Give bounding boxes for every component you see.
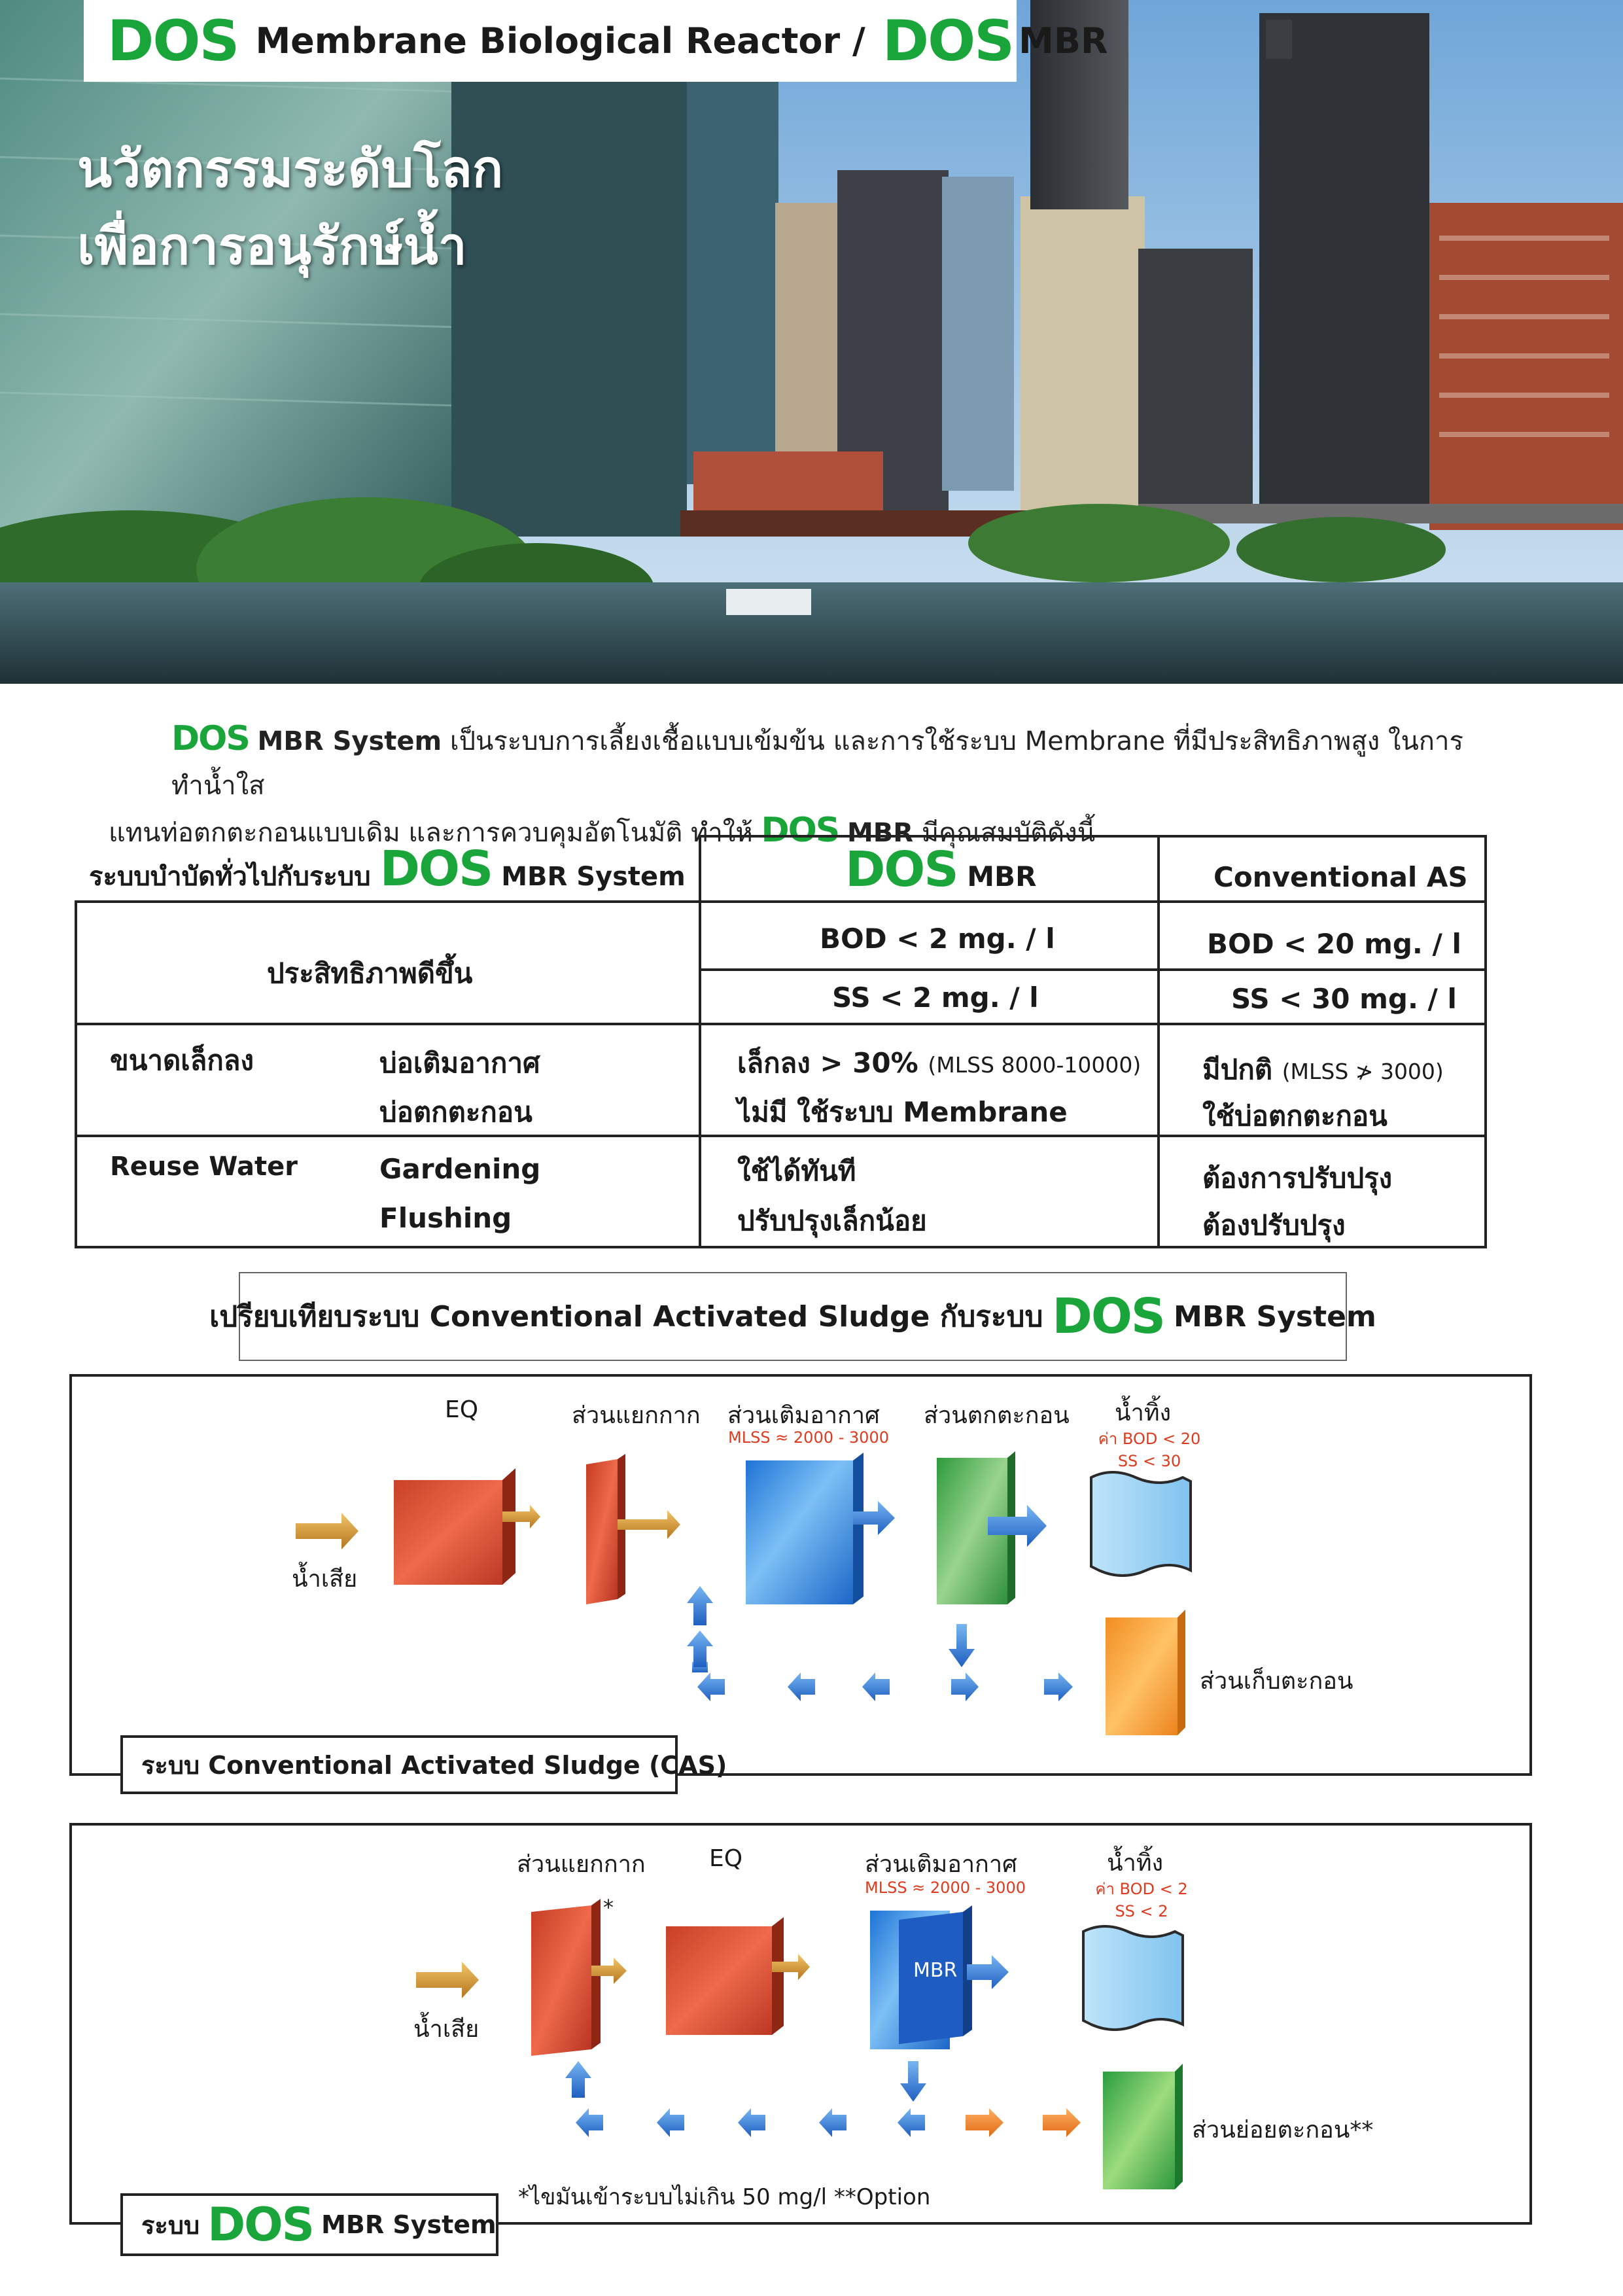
ss-mbr: SS < 2 mg. / l bbox=[832, 981, 1039, 1014]
mbr-label-effluent: น้ำทิ้ง bbox=[1107, 1850, 1164, 1877]
cas-label-effluent: น้ำทิ้ง bbox=[1115, 1400, 1172, 1426]
banner-prefix: เปรียบเทียบระบบ Conventional Activated Sludge กับระบบ bbox=[209, 1300, 1043, 1333]
mbr-label-screen: ส่วนแยกกาก bbox=[517, 1851, 646, 1878]
banner-suffix: MBR System bbox=[1174, 1299, 1376, 1333]
intro-text-1: เป็นระบบการเลี้ยงเชื้อแบบเข้มข้น และการใช้ระบบ Membrane ที่มีประสิทธิภาพสูง ในการทำน้ำใส bbox=[171, 726, 1463, 801]
col-header-mbr-brand: DOS bbox=[845, 841, 958, 898]
intro-text-3: มีคุณสมบัติดังนี้ bbox=[921, 818, 1096, 848]
brand-logo: DOS bbox=[107, 8, 239, 74]
reuse-mbr-2: ปรับปรุงเล็กน้อย bbox=[737, 1205, 927, 1237]
mbr-sludge-arrows-icon bbox=[966, 2108, 1081, 2137]
mbr-caption-prefix: ระบบ bbox=[141, 2210, 200, 2240]
intro-mbr: MBR bbox=[846, 818, 914, 848]
ss-conv: SS < 30 mg. / l bbox=[1231, 983, 1457, 1015]
size-mbr-2: ไม่มี ใช้ระบบ Membrane bbox=[737, 1096, 1068, 1128]
cas-label-screen: ส่วนแยกกาก bbox=[572, 1402, 701, 1429]
table-heading-suffix: MBR System bbox=[501, 862, 686, 892]
intro-brand: DOS bbox=[171, 719, 249, 758]
mbr-label-aeration: ส่วนเติมอากาศ bbox=[865, 1851, 1017, 1878]
mbr-aeration-note: MLSS ≈ 2000 - 3000 bbox=[865, 1879, 1026, 1897]
table-heading-brand: DOS bbox=[379, 841, 493, 897]
cas-label-eq: EQ bbox=[445, 1396, 479, 1423]
mbr-screen-tank-icon bbox=[531, 1899, 627, 2056]
reuse-conv-2: ต้องปรับปรุง bbox=[1202, 1209, 1346, 1241]
reuse-mbr-1: ใช้ได้ทันที bbox=[737, 1155, 856, 1187]
size-label: ขนาดเล็กลง bbox=[110, 1044, 254, 1076]
mbr-digester-tank-icon bbox=[1103, 2064, 1183, 2189]
mbr-caption bbox=[120, 2193, 498, 2256]
intro-system: MBR System bbox=[257, 726, 442, 756]
size-mbr-1-note: (MLSS 8000-10000) bbox=[928, 1052, 1142, 1078]
banner-brand: DOS bbox=[1052, 1288, 1165, 1345]
mbr-caption-brand: DOS bbox=[207, 2198, 314, 2252]
cas-label-settling: ส่วนตกตะกอน bbox=[924, 1402, 1070, 1429]
mbr-eq-tank-icon bbox=[666, 1917, 810, 2035]
title-text: Membrane Biological Reactor / bbox=[255, 20, 865, 62]
cas-label-wastewater: น้ำเสีย bbox=[292, 1566, 358, 1593]
mbr-label-digester: ส่วนย่อยตะกอน** bbox=[1192, 2117, 1374, 2144]
title-suffix: MBR bbox=[1019, 20, 1108, 62]
size-conv-1-text: มีปกติ bbox=[1202, 1053, 1273, 1086]
mbr-effluent-water-icon bbox=[1083, 1926, 1183, 2030]
size-item-aeration: บ่อเติมอากาศ bbox=[379, 1047, 540, 1079]
reuse-conv-1: ต้องการปรับปรุง bbox=[1202, 1162, 1393, 1194]
size-conv-2: ใช้บ่อตกตะกอน bbox=[1202, 1100, 1387, 1132]
mbr-footnote: *ไขมันเข้าระบบไม่เกิน 50 mg/l **Option bbox=[518, 2184, 931, 2210]
mbr-tag: MBR bbox=[913, 1959, 958, 1982]
col-header-mbr-suffix: MBR bbox=[967, 860, 1037, 892]
mbr-label-eq: EQ bbox=[709, 1845, 743, 1872]
brand-logo-2: DOS bbox=[882, 8, 1014, 74]
col-header-conv: Conventional AS bbox=[1213, 861, 1468, 893]
mbr-wastewater-arrow-icon bbox=[416, 1962, 479, 1998]
mbr-effluent-note-1: ค่า BOD < 2 bbox=[1095, 1880, 1188, 1898]
mbr-effluent-note-2: SS < 2 bbox=[1115, 1902, 1168, 1920]
mbr-return-arrows-icon bbox=[565, 2061, 926, 2137]
mbr-effluent-note bbox=[1086, 1878, 1197, 1922]
cas-label-sludge: ส่วนเก็บตะกอน bbox=[1200, 1668, 1353, 1695]
intro-text-2: แทนท่อตกตะกอนแบบเดิม และการควบคุมอัตโนมัติ ทำให้ bbox=[109, 818, 753, 848]
cas-caption: ระบบ Conventional Activated Sludge (CAS) bbox=[120, 1735, 678, 1794]
efficiency-label: ประสิทธิภาพดีขึ้น bbox=[267, 957, 473, 989]
cas-effluent-note-1: ค่า BOD < 20 bbox=[1098, 1430, 1201, 1448]
size-mbr-1-text: เล็กลง > 30% bbox=[737, 1047, 918, 1079]
cas-label-aeration: ส่วนเติมอากาศ bbox=[727, 1402, 880, 1429]
cas-effluent-note-2: SS < 30 bbox=[1117, 1452, 1181, 1470]
mbr-label-wastewater: น้ำเสีย bbox=[413, 2016, 480, 2043]
mbr-caption-suffix: MBR System bbox=[321, 2210, 497, 2239]
slogan-line-2: เพื่อการอนุรักษ์น้ำ bbox=[77, 217, 467, 276]
reuse-label: Reuse Water bbox=[110, 1152, 298, 1182]
size-conv-1-note: (MLSS ≯ 3000) bbox=[1282, 1059, 1444, 1084]
bod-mbr: BOD < 2 mg. / l bbox=[820, 923, 1055, 955]
table-heading-prefix: ระบบบำบัดทั่วไปกับระบบ bbox=[89, 862, 371, 892]
reuse-item-gardening: Gardening bbox=[379, 1153, 541, 1185]
bod-conv: BOD < 20 mg. / l bbox=[1207, 928, 1461, 960]
intro-brand-2: DOS bbox=[761, 811, 839, 850]
size-item-settling: บ่อตกตะกอน bbox=[379, 1096, 532, 1128]
reuse-item-flushing: Flushing bbox=[379, 1202, 512, 1234]
slogan-line-1: นวัตกรรมระดับโลก bbox=[77, 140, 504, 199]
mbr-asterisk: * bbox=[603, 1895, 614, 1920]
cas-aeration-note: MLSS ≈ 2000 - 3000 bbox=[728, 1428, 889, 1447]
